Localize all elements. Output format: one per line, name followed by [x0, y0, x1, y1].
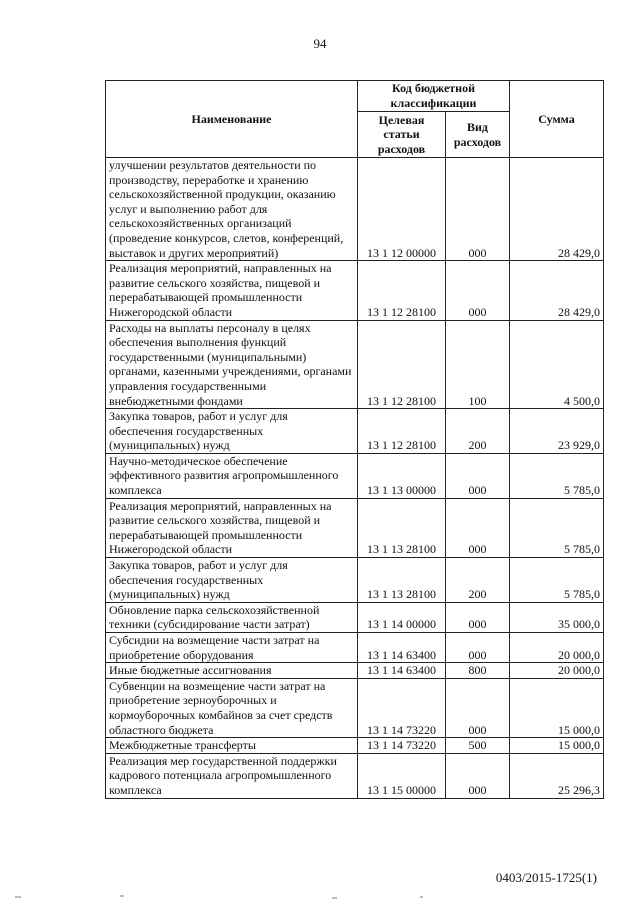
header-sum: Сумма	[510, 81, 604, 158]
row-code: 13 1 15 00000	[358, 753, 446, 798]
row-code: 13 1 12 00000	[358, 158, 446, 261]
scan-mark	[120, 895, 124, 897]
row-code: 13 1 13 28100	[358, 498, 446, 557]
table-row	[106, 633, 604, 663]
row-type: 200	[446, 409, 510, 454]
row-name: Закупка товаров, работ и услуг для обеспечения государственных (муниципальных) нужд	[106, 409, 358, 454]
row-type: 100	[446, 320, 510, 409]
row-code: 13 1 12 28100	[358, 320, 446, 409]
row-sum: 5 785,0	[510, 498, 604, 557]
row-sum: 15 000,0	[510, 738, 604, 754]
row-name: Расходы на выплаты персоналу в целях обеспечения выполнения функций государственными (муниципальными) органами, казенными учреждениями, органами управления государственными внебюджетными фондами	[106, 320, 358, 409]
page-number: 94	[313, 36, 327, 51]
scan-mark	[15, 896, 21, 898]
table-row	[106, 678, 604, 737]
row-sum: 28 429,0	[510, 158, 604, 261]
row-name: Субсидии на возмещение части затрат на приобретение оборудования	[106, 633, 358, 663]
row-code: 13 1 14 00000	[358, 602, 446, 632]
row-name: Реализация мероприятий, направленных на развитие сельского хозяйства, пищевой и перерабатывающей промышленности Нижегородской области	[106, 498, 358, 557]
row-code: 13 1 14 63400	[358, 633, 446, 663]
row-sum: 20 000,0	[510, 633, 604, 663]
row-type: 000	[446, 633, 510, 663]
row-sum: 15 000,0	[510, 678, 604, 737]
table-row	[106, 663, 604, 679]
table-header	[106, 81, 604, 158]
table-row	[106, 320, 604, 409]
table-row	[106, 158, 604, 261]
row-type: 000	[446, 158, 510, 261]
row-sum: 35 000,0	[510, 602, 604, 632]
table-row	[106, 602, 604, 632]
scan-mark	[420, 896, 423, 898]
row-type: 000	[446, 261, 510, 320]
row-sum: 23 929,0	[510, 409, 604, 454]
row-code: 13 1 14 73220	[358, 678, 446, 737]
row-code: 13 1 12 28100	[358, 409, 446, 454]
row-name: улучшении результатов деятельности по производству, переработке и хранению сельскохозяйственной продукции, оказанию услуг и выполнению работ для сельскохозяйственных организаций (проведение конкурсов, слетов, конференций, выставок и других мероприятий)	[106, 158, 358, 261]
row-type: 000	[446, 453, 510, 498]
scan-mark	[332, 897, 337, 899]
row-sum: 5 785,0	[510, 453, 604, 498]
table-row	[106, 453, 604, 498]
row-code: 13 1 13 28100	[358, 558, 446, 603]
row-code: 13 1 13 00000	[358, 453, 446, 498]
table-row	[106, 738, 604, 754]
row-type: 800	[446, 663, 510, 679]
table-row	[106, 753, 604, 798]
budget-table	[105, 80, 604, 799]
table-row	[106, 558, 604, 603]
row-sum: 5 785,0	[510, 558, 604, 603]
header-target: Целевая статьи расходов	[358, 112, 446, 158]
document-code: 0403/2015-1725(1)	[495, 870, 597, 885]
row-name: Научно-методическое обеспечение эффективного развития агропромышленного комплекса	[106, 453, 358, 498]
row-code: 13 1 14 73220	[358, 738, 446, 754]
row-name: Иные бюджетные ассигнования	[106, 663, 358, 679]
header-code-group: Код бюджетной классификации	[358, 81, 510, 112]
row-name: Межбюджетные трансферты	[106, 738, 358, 754]
row-code: 13 1 12 28100	[358, 261, 446, 320]
row-name: Реализация мер государственной поддержки кадрового потенциала агропромышленного комплекса	[106, 753, 358, 798]
row-type: 000	[446, 602, 510, 632]
row-sum: 4 500,0	[510, 320, 604, 409]
header-type: Вид расходов	[446, 112, 510, 158]
row-type: 000	[446, 678, 510, 737]
row-name: Обновление парка сельскохозяйственной техники (субсидирование части затрат)	[106, 602, 358, 632]
row-sum: 25 296,3	[510, 753, 604, 798]
row-type: 200	[446, 558, 510, 603]
table-body	[106, 158, 604, 799]
row-type: 000	[446, 498, 510, 557]
table-row	[106, 409, 604, 454]
row-name: Субвенции на возмещение части затрат на приобретение зерноуборочных и кормоуборочных комбайнов за счет средств областного бюджета	[106, 678, 358, 737]
row-sum: 28 429,0	[510, 261, 604, 320]
row-name: Закупка товаров, работ и услуг для обеспечения государственных (муниципальных) нужд	[106, 558, 358, 603]
row-sum: 20 000,0	[510, 663, 604, 679]
table-row	[106, 498, 604, 557]
row-type: 000	[446, 753, 510, 798]
row-type: 500	[446, 738, 510, 754]
row-code: 13 1 14 63400	[358, 663, 446, 679]
table-row	[106, 261, 604, 320]
row-name: Реализация мероприятий, направленных на развитие сельского хозяйства, пищевой и перерабатывающей промышленности Нижегородской области	[106, 261, 358, 320]
header-name: Наименование	[106, 81, 358, 158]
